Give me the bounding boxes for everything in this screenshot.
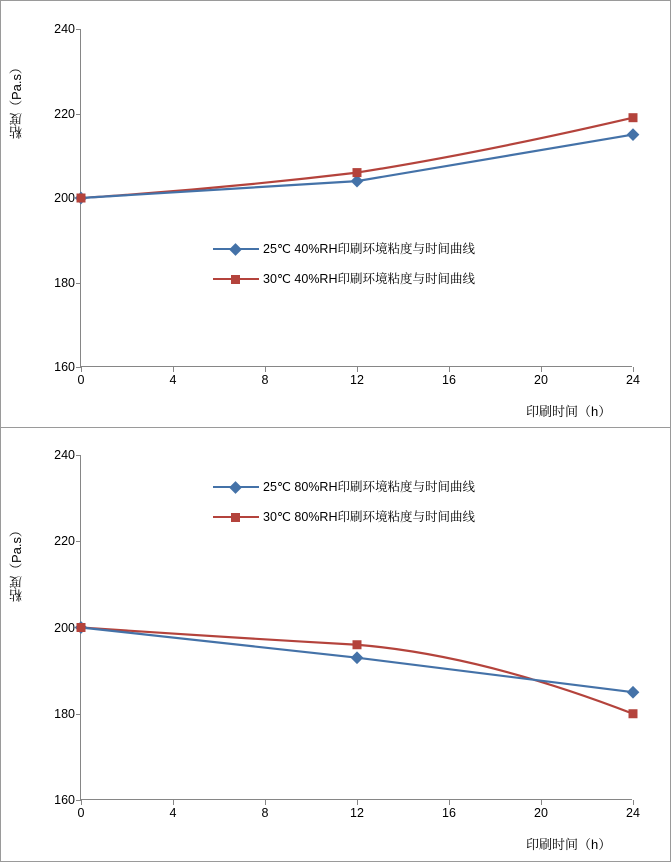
x-axis-label-top: 印刷时间（h） <box>526 404 612 419</box>
y-axis-ticks-top <box>35 1 75 427</box>
legend-key-line-marker <box>213 510 259 524</box>
legend-item <box>213 264 475 294</box>
legend-item <box>213 472 475 502</box>
plot-area-top <box>77 29 640 387</box>
x-tick: 16 <box>442 373 456 387</box>
chart-panel-bottom <box>0 428 671 862</box>
x-axis-ticks-top <box>77 367 640 391</box>
y-tick: 220 <box>54 106 75 121</box>
x-tick: 8 <box>261 373 269 387</box>
plot-area-bottom <box>77 455 640 820</box>
legend-label: 25℃ 40%RH印刷环境粘度与时间曲线 <box>263 242 475 256</box>
x-tick: 20 <box>534 373 548 387</box>
legend-key-line-marker <box>213 242 259 256</box>
y-tick: 200 <box>54 620 75 635</box>
chart-panel-top <box>0 0 671 428</box>
x-tick: 0 <box>77 806 85 820</box>
x-tick: 12 <box>350 373 364 387</box>
legend-bottom <box>213 472 475 532</box>
x-axis-label-bottom: 印刷时间（h） <box>526 837 612 852</box>
y-tick: 180 <box>54 275 75 290</box>
x-tick: 24 <box>626 806 640 820</box>
x-tickmark <box>633 800 634 805</box>
y-axis-label-top: 粘度（Pa.s） <box>9 61 24 140</box>
y-axis-ticks-bottom <box>35 428 75 861</box>
legend-key-line-marker <box>213 272 259 286</box>
legend-key-line-marker <box>213 480 259 494</box>
y-tick: 180 <box>54 706 75 721</box>
x-tick: 20 <box>534 806 548 820</box>
y-tick: 240 <box>54 22 75 36</box>
y-tick: 220 <box>54 534 75 549</box>
y-axis-label-bottom: 粘度（Pa.s） <box>9 524 24 603</box>
y-tick: 160 <box>54 793 75 807</box>
legend-item <box>213 234 475 264</box>
legend-item <box>213 502 475 532</box>
y-tick: 160 <box>54 360 75 374</box>
x-axis-ticks-bottom <box>77 800 640 824</box>
x-tick: 16 <box>442 806 456 820</box>
legend-label: 30℃ 80%RH印刷环境粘度与时间曲线 <box>263 510 475 524</box>
y-tick: 240 <box>54 448 75 462</box>
legend-label: 30℃ 40%RH印刷环境粘度与时间曲线 <box>263 272 475 286</box>
x-tick: 12 <box>350 806 364 820</box>
y-tick: 200 <box>54 191 75 205</box>
legend-label: 25℃ 80%RH印刷环境粘度与时间曲线 <box>263 480 475 494</box>
x-tick: 4 <box>169 373 177 387</box>
series-line-25c40rh <box>81 135 633 198</box>
series-markers-30c40rh <box>77 113 638 202</box>
x-tick: 8 <box>261 806 269 820</box>
series-lines-top <box>81 29 633 367</box>
x-tick: 4 <box>169 806 177 820</box>
legend-top <box>213 234 475 294</box>
x-tick: 0 <box>77 373 85 387</box>
x-tickmark <box>633 367 634 372</box>
x-tick: 24 <box>626 373 640 387</box>
